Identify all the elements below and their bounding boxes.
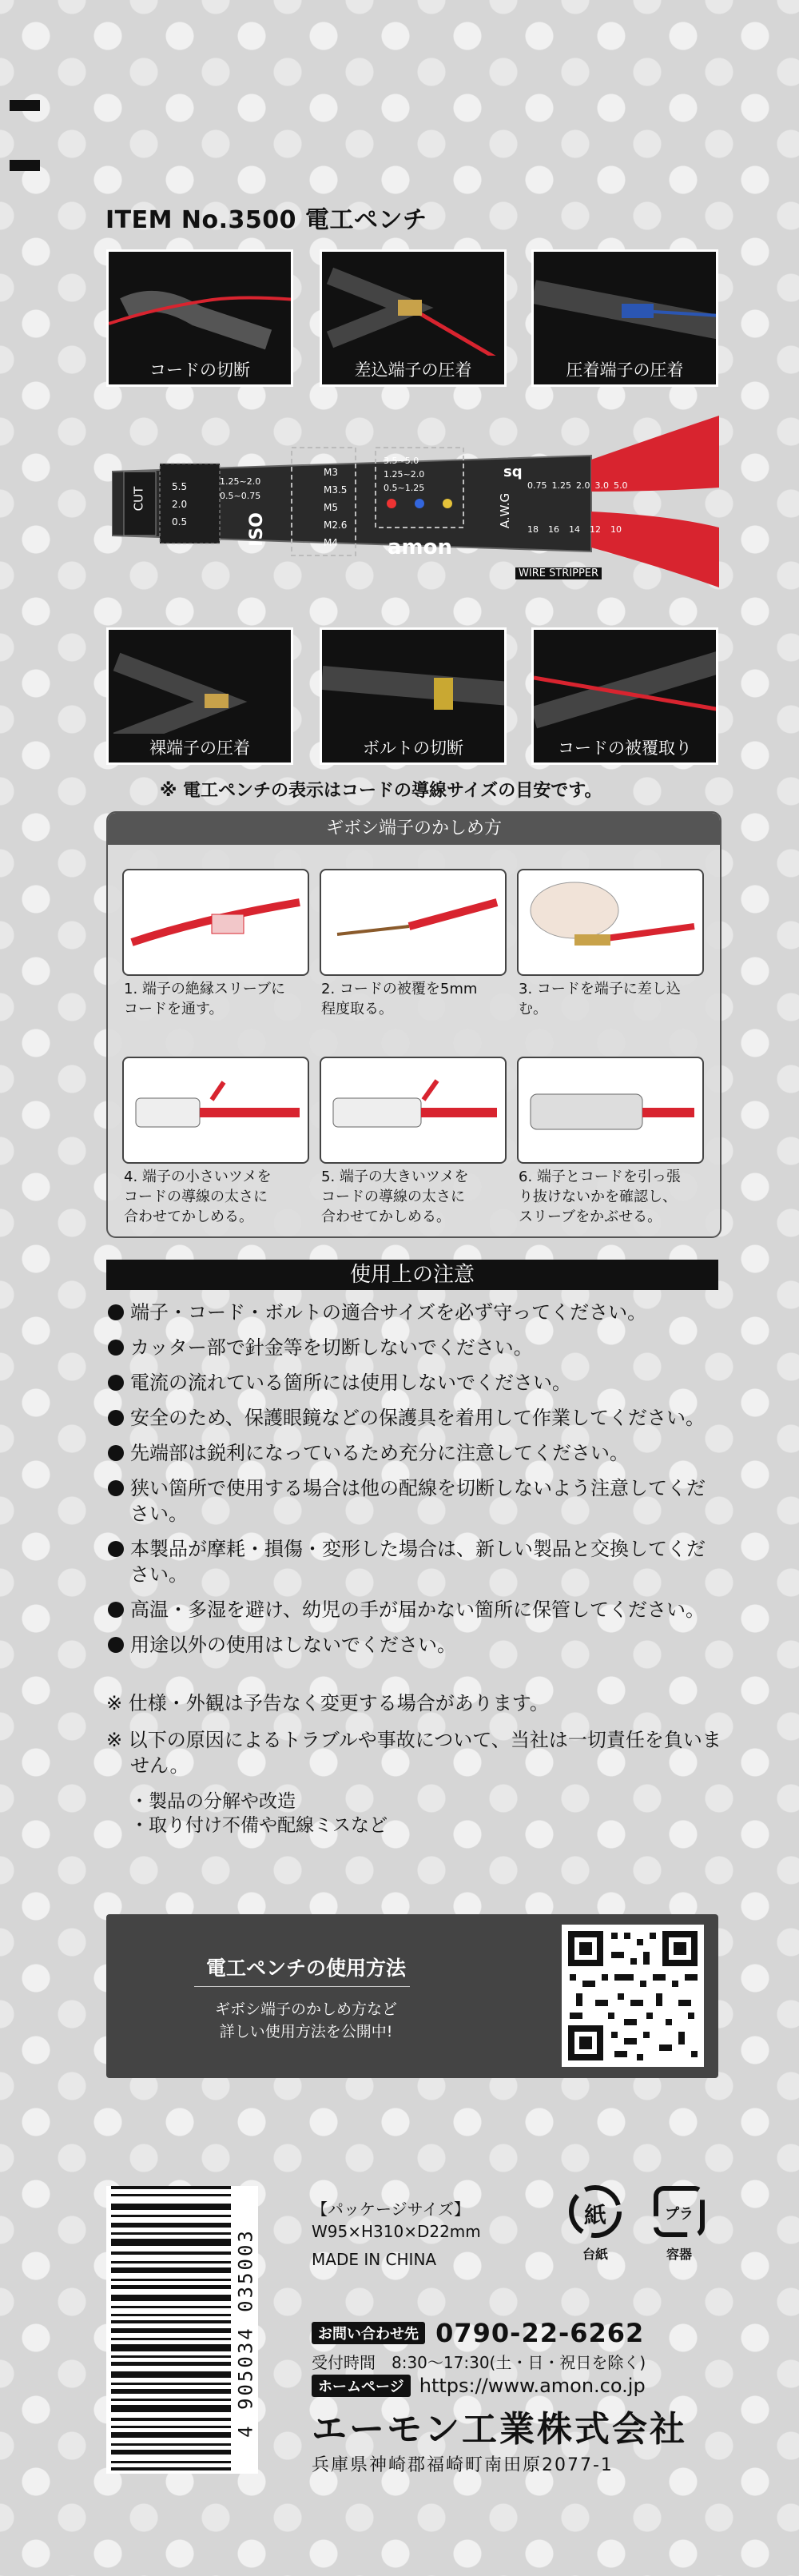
die-sizes-3: 3.5~5.0 1.25~2.0 0.5~1.25 [384,456,425,493]
registration-mark [10,100,40,111]
phone-number[interactable]: 0790-22-6262 [435,2318,645,2348]
bolt-sizes: M3 M3.5 M5 M2.6 M4 [324,467,348,548]
paper-mark: 紙 [583,2202,606,2228]
package-size-label: 【パッケージサイズ】 [312,2200,470,2219]
brand-logo: amon [388,536,453,559]
plastic-mark: プラ [665,2206,694,2223]
usage-banner-subtitle: ギボシ端子のかしめ方など 詳しい使用方法を公開中! [214,2001,397,2040]
photo-crimp-terminal [531,249,718,387]
step-image [517,869,704,976]
note-disclaimer: ※ 以下の原因によるトラブルや事故について、当社は一切責任を負いません。 [106,1729,721,1777]
company-name: エーモン工業株式会社 [312,2409,687,2450]
caution-item: 安全のため、保護眼鏡などの保護具を着用して作業してください。 [106,1405,721,1431]
note-spec-change: ※ 仕様・外観は予告なく変更する場合があります。 [106,1692,549,1714]
gibosi-step-3 [517,869,704,1019]
plastic-label: 容器 [666,2247,692,2262]
divider [194,1986,410,1987]
photo-caption: コードの被覆取り [534,734,716,762]
inquiry-label: お問い合わせ先 [312,2322,425,2344]
caution-item: 電流の流れている箇所には使用しないでください。 [106,1370,721,1395]
photo-caption: 裸端子の圧着 [109,734,291,762]
step-text: 3. コードを端子に差し込 む。 [519,981,681,1017]
gibosi-step-6 [517,1057,704,1227]
step-text: 1. 端子の絶縁スリーブに コードを通す。 [124,981,285,1017]
photo-bolt-cut [320,627,507,765]
die-sizes-2: 1.25~2.0 0.5~0.75 [220,476,261,501]
photo-caption: ボルトの切断 [322,734,504,762]
photo-cord-cut [106,249,293,387]
contact-block [312,2318,727,2476]
photo-insert-terminal [320,249,507,387]
usage-banner-title: 電工ペンチの使用方法 [205,1957,406,1980]
gibosi-step-4 [122,1057,309,1227]
sq-label: sq [503,464,523,480]
step-image [517,1057,704,1164]
caution-item: 高温・多湿を避け、幼児の手が届かない箇所に保管してください。 [106,1597,721,1622]
registration-mark [10,160,40,171]
awg-label: A.W.G [498,492,513,529]
barcode-number-wrap [232,2194,256,2470]
made-in: MADE IN CHINA [312,2250,437,2269]
iso-label: ISO [246,512,267,547]
caution-item: 本製品が摩耗・損傷・変形した場合は、新しい製品と交換してください。 [106,1536,721,1587]
photo-note: ※ 電工ペンチの表示はコードの導線サイズの目安です。 [160,781,602,801]
step-text: 6. 端子とコードを引っ張 り抜けないかを確認し、 スリーブをかぶせる。 [519,1169,681,1225]
caution-item: 用途以外の使用はしないでください。 [106,1632,721,1658]
recycle-plastic [643,2182,715,2263]
step-image [122,869,309,976]
die-sizes-1: 5.5 2.0 0.5 [172,481,188,528]
company-address: 兵庫県神崎郡福崎町南田原2077-1 [312,2455,614,2475]
wire-stripper-label: WIRE STRIPPER [515,567,602,579]
caution-title: 使用上の注意 [106,1260,718,1290]
note-sub-item: ・製品の分解や改造 [130,1791,296,1812]
homepage-url[interactable]: https://www.amon.co.jp [419,2375,646,2397]
photo-caption: 差込端子の圧着 [322,356,504,384]
awg-values: 18 16 14 12 10 [527,524,622,535]
item-title: ITEM No.3500 電工ペンチ [105,206,427,234]
package-info [312,2198,481,2243]
caution-item: カッター部で針金等を切断しないでください。 [106,1335,721,1360]
paper-label: 台紙 [582,2247,608,2262]
notes [106,1690,721,1837]
photo-caption: 圧着端子の圧着 [534,356,716,384]
photo-caption: コードの切断 [109,356,291,384]
gibosi-step-1 [122,869,309,1019]
business-hours: 受付時間 8:30～17:30(土・日・祝日を除く) [312,2353,646,2372]
caution-list [106,1300,721,1667]
gibosi-step-2 [320,869,507,1019]
note-sub-item: ・取り付け不備や配線ミスなど [130,1815,388,1836]
gibosi-instructions [106,811,721,1238]
photo-bare-terminal [106,627,293,765]
step-image [320,1057,507,1164]
gibosi-step-5 [320,1057,507,1227]
recycle-paper [559,2182,631,2263]
package-size: W95×H310×D22mm [312,2222,481,2241]
step-image [122,1057,309,1164]
step-text: 4. 端子の小さいツメを コードの導線の太さに 合わせてかしめる。 [124,1169,272,1225]
usage-banner [106,1914,718,2078]
qr-code[interactable] [562,1925,704,2067]
gibosi-title: ギボシ端子のかしめ方 [108,813,720,845]
step-text: 2. コードの被覆を5mm 程度取る。 [321,981,478,1017]
photo-strip-coating [531,627,718,765]
step-image [320,869,507,976]
step-text: 5. 端子の大きいツメを コードの導線の太さに 合わせてかしめる。 [321,1169,469,1225]
caution-item: 先端部は鋭利になっているため充分に注意してください。 [106,1440,721,1466]
caution-item: 端子・コード・ボルトの適合サイズを必ず守ってください。 [106,1300,721,1325]
pliers-diagram [112,416,719,591]
caution-item: 狭い箇所で使用する場合は他の配線を切断しないよう注意してください。 [106,1475,721,1527]
sq-values: 0.75 1.25 2.0 3.0 5.0 [527,480,628,491]
homepage-label: ホームページ [312,2375,411,2397]
cut-label: CUT [131,486,146,512]
barcode-number: 4 905034 035003 [234,2228,257,2438]
